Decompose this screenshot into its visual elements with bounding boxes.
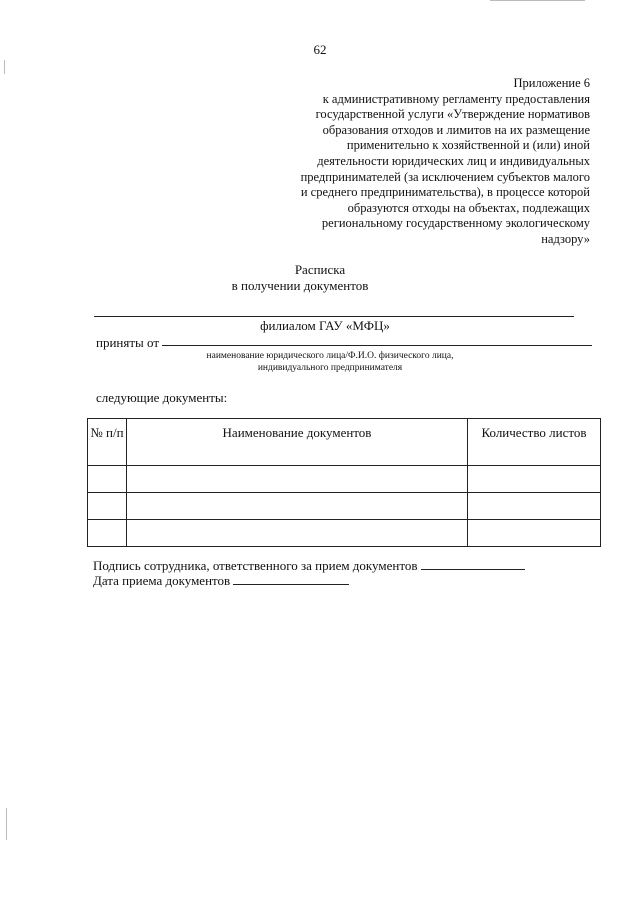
page-number: 62 [313, 42, 327, 57]
date-row [93, 573, 525, 588]
signature-block [93, 558, 525, 588]
cell-number[interactable] [88, 466, 127, 493]
appendix-block [260, 76, 590, 248]
appendix-line: региональному государственному экологическому [321, 216, 590, 231]
appendix-line: и среднего предпринимательства), в процессе которой [300, 185, 590, 200]
documents-table [87, 418, 601, 547]
org-name-underline [94, 316, 574, 317]
header-doc-name: Наименование документов [127, 419, 468, 466]
cell-sheet-count[interactable] [468, 520, 601, 547]
appendix-line: образования отходов и лимитов на их размещение [322, 122, 590, 137]
table-row [88, 466, 601, 493]
cell-number[interactable] [88, 520, 127, 547]
appendix-line: образуются отходы на объектах, подлежащих [347, 200, 590, 215]
document-subtitle: в получении документов [231, 278, 369, 293]
document-title-block [0, 262, 640, 294]
scan-artifact [490, 0, 585, 1]
accepted-from-hint [150, 350, 510, 374]
org-label-text: филиалом ГАУ «МФЦ» [260, 318, 390, 333]
org-label [0, 318, 640, 334]
accepted-from-label: приняты от [96, 335, 160, 350]
header-number: № п/п [88, 419, 127, 466]
table-row [88, 493, 601, 520]
appendix-line: к административному регламенту предоставления [322, 91, 590, 106]
cell-sheet-count[interactable] [468, 466, 601, 493]
table-header-row [88, 419, 601, 466]
appendix-line: применительно к хозяйственной и (или) иной [346, 138, 590, 153]
hint-line: наименование юридического лица/Ф.И.О. физического лица, [206, 351, 454, 361]
signature-field[interactable] [421, 558, 525, 570]
signature-label: Подпись сотрудника, ответственного за прием документов [93, 558, 418, 573]
cell-doc-name[interactable] [127, 466, 468, 493]
accepted-from-field[interactable] [162, 345, 592, 346]
appendix-line: государственной услуги «Утверждение нормативов [315, 107, 590, 122]
cell-doc-name[interactable] [127, 520, 468, 547]
documents-intro: следующие документы: [96, 390, 228, 405]
signature-row [93, 558, 525, 573]
hint-line: индивидуального предпринимателя [257, 363, 403, 373]
date-label: Дата приема документов [93, 573, 231, 588]
date-field[interactable] [233, 573, 349, 585]
header-sheet-count: Количество листов [468, 419, 601, 466]
scan-artifact [6, 808, 7, 840]
appendix-line: надзору» [541, 231, 590, 246]
cell-number[interactable] [88, 493, 127, 520]
appendix-line: предпринимателей (за исключением субъектов малого [300, 169, 590, 184]
appendix-line: Приложение 6 [513, 76, 590, 90]
scan-artifact [4, 60, 5, 74]
cell-sheet-count[interactable] [468, 493, 601, 520]
cell-doc-name[interactable] [127, 493, 468, 520]
table-row [88, 520, 601, 547]
appendix-line: деятельности юридических лиц и индивидуальных [317, 153, 590, 168]
document-title: Расписка [294, 262, 346, 277]
